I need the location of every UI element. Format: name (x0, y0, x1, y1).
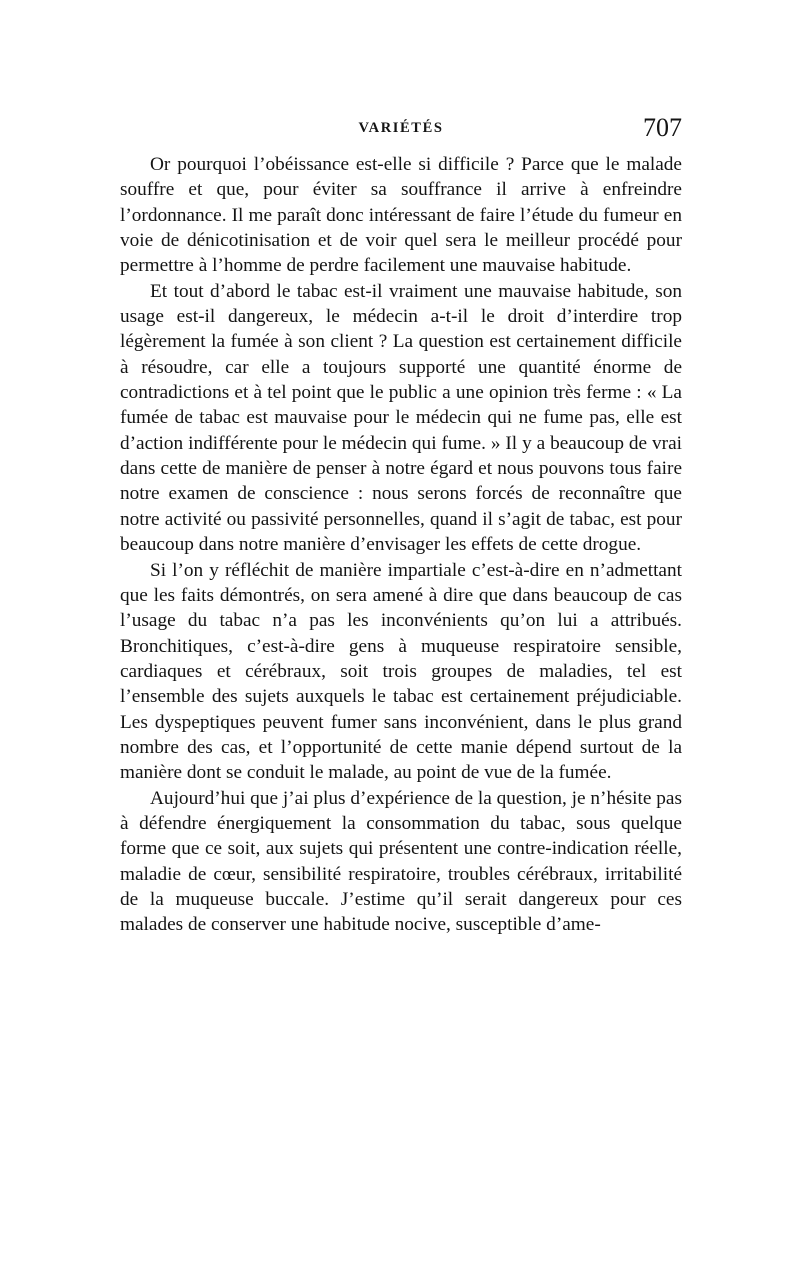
running-head (120, 113, 682, 145)
paragraph-2: Et tout d’abord le tabac est-il vraiment une mauvaise habitude, son usage est-il dangereux, le médecin a-t-il le droit d’interdire trop légèrement la fumée à son client ? La question est certainement difficile à résoudre, car elle a toujours supporté une quantité énorme de contradictions et à tel point que le public a une opinion très ferme : « La fumée de tabac est mauvaise pour le médecin qui ne fume pas, elle est d’action indifférente pour le médecin qui fume. » Il y a beaucoup de vrai dans cette de manière de penser à notre égard et nous pouvons tous faire notre examen de conscience : nous serons forcés de reconnaître que notre activité ou passivité personnelles, quand il s’agit de tabac, est pour beaucoup dans notre manière d’envisager les effets de cette drogue. (120, 280, 682, 556)
paragraph-3: Si l’on y réfléchit de manière impartiale c’est-à-dire en n’admettant que les faits démontrés, on sera amené à dire que dans beaucoup de cas l’usage du tabac n’a pas les inconvénients qu’on lui a attribués. Bronchitiques, c’est-à-dire gens à muqueuse respiratoire sensible, cardiaques et cérébraux, soit trois groupes de maladies, tel est l’ensemble des sujets auxquels le tabac est certainement préjudiciable. Les dyspeptiques peuvent fumer sans inconvénient, dans le plus grand nombre des cas, et l’opportunité de cette manie dépend surtout de la manière dont se conduit le malade, au point de vue de la fumée. (120, 559, 682, 784)
paragraph-4: Aujourd’hui que j’ai plus d’expérience de la question, je n’hésite pas à défendre énergiquement la consommation du tabac, sous quelque forme que ce soit, aux sujets qui présentent une contre-indication réelle, maladie de cœur, sensibilité respiratoire, troubles cérébraux, irritabilité de la muqueuse buccale. J’estime qu’il serait dangereux pour ces malades de conserver une habitude nocive, susceptible d’ame- (120, 787, 682, 936)
paragraph-1: Or pourquoi l’obéissance est-elle si difficile ? Parce que le malade souffre et que, pour éviter sa souffrance il arrive à enfreindre l’ordonnance. Il me paraît donc intéressant de faire l’étude du fumeur en voie de dénicotinisation et de voir quel sera le meilleur procédé pour permettre à l’homme de perdre facilement une mauvaise habitude. (120, 154, 682, 277)
running-title: VARIÉTÉS (358, 120, 444, 136)
page-number: 707 (643, 113, 682, 142)
body-text (120, 152, 682, 938)
